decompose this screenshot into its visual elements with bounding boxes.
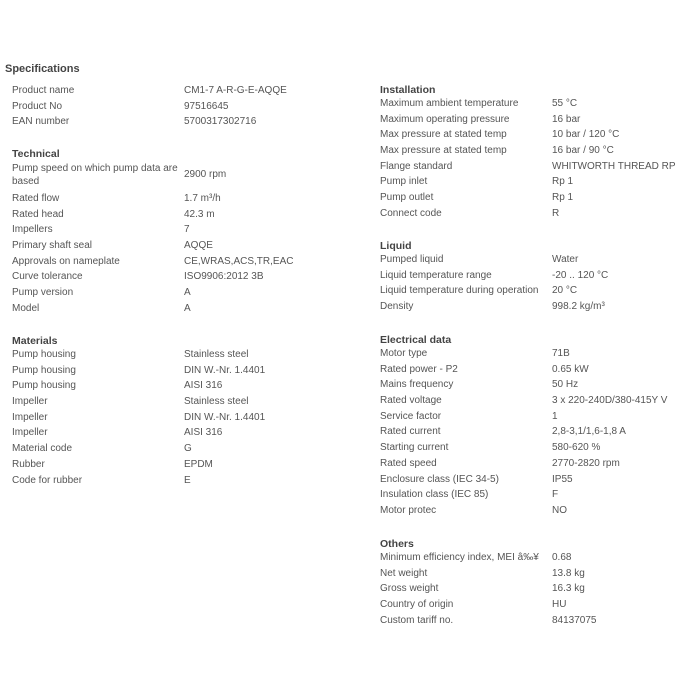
section-title-liquid: Liquid xyxy=(380,240,412,252)
spec-label: Product name xyxy=(12,85,75,96)
spec-label: Approvals on nameplate xyxy=(12,255,120,267)
spec-value: 2,8-3,1/1,6-1,8 A xyxy=(552,426,626,438)
spec-row-product-name xyxy=(12,85,362,101)
spec-value: Stainless steel xyxy=(184,349,249,360)
spec-value: 5700317302716 xyxy=(184,116,257,128)
spec-label: Pump housing xyxy=(12,380,76,392)
spec-row xyxy=(12,240,362,256)
others-section xyxy=(380,536,700,630)
spec-row xyxy=(380,474,700,490)
spec-value: 0.65 kW xyxy=(552,363,589,375)
spec-row xyxy=(12,271,362,287)
spec-label: Insulation class (IEC 85) xyxy=(380,489,489,501)
spec-label: Flange standard xyxy=(380,160,453,172)
spec-value: 1.7 m³/h xyxy=(184,193,221,204)
section-title-electrical: Electrical data xyxy=(380,334,452,346)
spec-value: 16.3 kg xyxy=(552,583,585,595)
spec-label: Pump speed on which pump data are based xyxy=(12,163,178,187)
spec-label: Rubber xyxy=(12,458,45,470)
spec-label: Max pressure at stated temp xyxy=(380,145,507,157)
spec-label: Custom tariff no. xyxy=(380,614,454,626)
spec-value: 50 Hz xyxy=(552,379,579,391)
spec-row xyxy=(12,475,362,491)
spec-row xyxy=(12,427,362,443)
spec-row xyxy=(380,364,700,380)
spec-value: CM1-7 A-R-G-E-AQQE xyxy=(184,85,287,96)
spec-value: Rp 1 xyxy=(552,192,574,204)
spec-row xyxy=(380,426,700,442)
spec-row xyxy=(380,285,700,301)
spec-label: Maximum ambient temperature xyxy=(380,98,519,109)
spec-value: 20 °C xyxy=(552,285,578,297)
spec-row xyxy=(12,443,362,459)
section-title-installation: Installation xyxy=(380,84,436,96)
section-title-materials: Materials xyxy=(12,335,58,347)
spec-label: Pumped liquid xyxy=(380,254,444,265)
spec-value: HU xyxy=(552,599,567,611)
spec-row xyxy=(12,396,362,412)
spec-row xyxy=(380,301,700,317)
spec-row xyxy=(12,287,362,303)
spec-label: Pump outlet xyxy=(380,192,434,204)
spec-value: WHITWORTH THREAD RP xyxy=(552,160,676,172)
spec-label: Density xyxy=(380,301,414,313)
spec-value: 16 bar xyxy=(552,113,581,125)
spec-value: NO xyxy=(552,504,567,516)
spec-label: Mains frequency xyxy=(380,379,454,391)
spec-row xyxy=(12,365,362,381)
spec-label: Liquid temperature range xyxy=(380,269,492,281)
spec-label: Product No xyxy=(12,100,63,112)
spec-value: EPDM xyxy=(184,458,213,470)
spec-value: 1 xyxy=(552,410,558,422)
spec-row xyxy=(12,193,362,209)
spec-value: R xyxy=(552,207,560,219)
spec-value: Rp 1 xyxy=(552,176,574,188)
spec-label: Gross weight xyxy=(380,583,439,595)
spec-label: Impeller xyxy=(12,427,48,439)
spec-label: Minimum efficiency index, MEI â‰¥ xyxy=(380,552,539,563)
spec-label: Material code xyxy=(12,443,73,455)
spec-value: Water xyxy=(552,254,579,265)
spec-label: Country of origin xyxy=(380,599,454,611)
spec-label: Maximum operating pressure xyxy=(380,113,510,125)
spec-row xyxy=(12,412,362,428)
spec-value: 13.8 kg xyxy=(552,567,585,579)
spec-value: 7 xyxy=(184,224,190,236)
spec-row xyxy=(380,114,700,130)
spec-row xyxy=(380,176,700,192)
spec-label: Rated flow xyxy=(12,193,60,204)
spec-label: Primary shaft seal xyxy=(12,240,93,252)
spec-label: Rated voltage xyxy=(380,395,442,407)
spec-row xyxy=(380,348,700,364)
spec-value: 580-620 % xyxy=(552,442,601,454)
technical-section xyxy=(12,146,362,319)
spec-value: IP55 xyxy=(552,473,573,485)
spec-value: 42.3 m xyxy=(184,208,215,220)
spec-label: Pump version xyxy=(12,287,74,299)
spec-row xyxy=(380,208,700,224)
page-title: Specifications xyxy=(5,63,80,75)
spec-value: G xyxy=(184,443,192,455)
spec-value: E xyxy=(184,474,191,486)
spec-row xyxy=(12,162,362,193)
spec-row xyxy=(380,442,700,458)
spec-row xyxy=(380,568,700,584)
spec-value: 16 bar / 90 °C xyxy=(552,145,614,157)
spec-value: 84137075 xyxy=(552,614,597,626)
general-section xyxy=(12,85,362,132)
spec-label: Max pressure at stated temp xyxy=(380,129,507,141)
materials-section xyxy=(12,333,362,490)
spec-value: DIN W.-Nr. 1.4401 xyxy=(184,411,266,423)
spec-row xyxy=(380,192,700,208)
spec-value: AQQE xyxy=(184,240,213,252)
spec-label: Rated current xyxy=(380,426,441,438)
spec-label: Pump housing xyxy=(12,349,76,360)
spec-row-ean-number xyxy=(12,116,362,132)
spec-row xyxy=(12,303,362,319)
spec-row xyxy=(12,380,362,396)
spec-row xyxy=(12,209,362,225)
spec-value: 2770-2820 rpm xyxy=(552,457,620,469)
spec-row xyxy=(380,599,700,615)
spec-label: Motor protec xyxy=(380,504,437,516)
spec-label: Starting current xyxy=(380,442,449,454)
spec-label: Motor type xyxy=(380,348,428,359)
spec-row-product-no xyxy=(12,101,362,117)
spec-row xyxy=(380,98,700,114)
spec-value: A xyxy=(184,302,191,314)
spec-label: Connect code xyxy=(380,207,442,219)
spec-label: Code for rubber xyxy=(12,474,83,486)
spec-value: 2900 rpm xyxy=(184,169,227,180)
spec-label: Liquid temperature during operation xyxy=(380,285,539,297)
spec-value: F xyxy=(552,489,559,501)
spec-row xyxy=(380,161,700,177)
spec-row xyxy=(380,552,700,568)
spec-value: 3 x 220-240D/380-415Y V xyxy=(552,395,668,407)
spec-label: Net weight xyxy=(380,567,428,579)
spec-label: Impeller xyxy=(12,396,48,408)
spec-label: Rated speed xyxy=(380,457,437,469)
spec-value: ISO9906:2012 3B xyxy=(184,271,264,283)
spec-row xyxy=(380,583,700,599)
spec-row xyxy=(380,145,700,161)
spec-value: AISI 316 xyxy=(184,427,223,439)
spec-label: Enclosure class (IEC 34-5) xyxy=(380,473,499,485)
spec-value: 10 bar / 120 °C xyxy=(552,129,620,141)
spec-value: 55 °C xyxy=(552,98,578,109)
spec-value: CE,WRAS,ACS,TR,EAC xyxy=(184,255,294,267)
spec-value: 97516645 xyxy=(184,100,229,112)
spec-row xyxy=(380,395,700,411)
spec-value: 998.2 kg/m³ xyxy=(552,301,605,313)
spec-row xyxy=(380,270,700,286)
spec-row xyxy=(380,254,700,270)
spec-value: -20 .. 120 °C xyxy=(552,269,609,281)
installation-section xyxy=(380,82,700,224)
spec-row xyxy=(380,505,700,521)
spec-value: 0.68 xyxy=(552,552,572,563)
spec-row xyxy=(12,224,362,240)
spec-row xyxy=(12,459,362,475)
spec-row xyxy=(380,129,700,145)
spec-row xyxy=(12,256,362,272)
spec-value: 71B xyxy=(552,348,570,359)
spec-label: Curve tolerance xyxy=(12,271,83,283)
spec-label: Model xyxy=(12,302,40,314)
spec-row xyxy=(380,489,700,505)
spec-label: Pump housing xyxy=(12,364,76,376)
section-title-others: Others xyxy=(380,538,414,550)
spec-value: Stainless steel xyxy=(184,396,249,408)
spec-row xyxy=(380,458,700,474)
spec-label: Pump inlet xyxy=(380,176,428,188)
spec-label: Impeller xyxy=(12,411,48,423)
electrical-section xyxy=(380,332,700,521)
spec-label: EAN number xyxy=(12,116,70,128)
spec-label: Rated head xyxy=(12,208,64,220)
liquid-section xyxy=(380,238,700,317)
spec-value: AISI 316 xyxy=(184,380,223,392)
spec-value: DIN W.-Nr. 1.4401 xyxy=(184,364,266,376)
spec-row xyxy=(380,379,700,395)
section-title-technical: Technical xyxy=(12,148,60,160)
spec-label: Impellers xyxy=(12,224,53,236)
spec-label: Service factor xyxy=(380,410,442,422)
spec-row xyxy=(380,411,700,427)
spec-row xyxy=(380,615,700,631)
spec-row xyxy=(12,349,362,365)
spec-value: A xyxy=(184,287,191,299)
spec-label: Rated power - P2 xyxy=(380,363,458,375)
